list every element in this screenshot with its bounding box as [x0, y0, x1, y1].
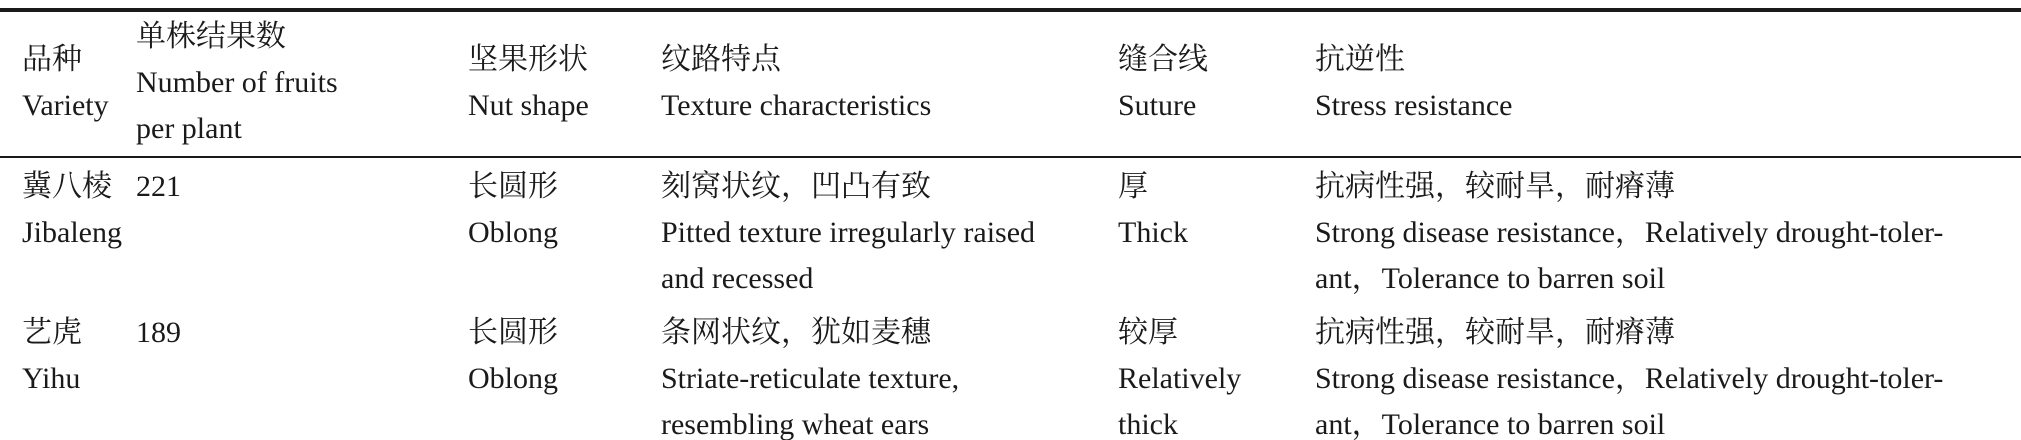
cell-suture: [1118, 157, 1315, 304]
texture-zh: 条网状纹，犹如麦穗: [661, 316, 931, 349]
header-variety-en: Variety: [22, 89, 109, 122]
header-fruits-zh: 单株结果数: [136, 20, 286, 53]
stress-en-line2: ant，Tolerance to barren soil: [1315, 262, 1666, 295]
cell-fruits: [136, 157, 468, 304]
cell-nut-shape: [468, 157, 661, 304]
fruits-value: 221: [136, 170, 181, 203]
header-fruits-en-line2: per plant: [136, 112, 242, 145]
stress-en-line1: Strong disease resistance，Relatively drought-toler-: [1315, 216, 1944, 249]
variety-en: Jibaleng: [22, 216, 122, 249]
header-fruits: [136, 10, 468, 157]
header-texture-en: Texture characteristics: [661, 89, 932, 122]
texture-en-line1: Pitted texture irregularly raised: [661, 216, 1036, 249]
header-suture-zh: 缝合线: [1118, 43, 1208, 76]
header-row: [0, 10, 2021, 157]
header-nut-shape-en: Nut shape: [468, 89, 589, 122]
stress-en-line2: ant，Tolerance to barren soil: [1315, 408, 1666, 440]
texture-en-line1: Striate-reticulate texture,: [661, 362, 960, 395]
variety-zh: 冀八棱: [22, 170, 112, 203]
cell-variety: [0, 304, 136, 440]
cell-texture: [661, 304, 1118, 440]
stress-zh: 抗病性强，较耐旱，耐瘠薄: [1315, 170, 1675, 203]
suture-en-line2: thick: [1118, 408, 1178, 440]
cell-nut-shape: [468, 304, 661, 440]
header-suture-en: Suture: [1118, 89, 1197, 122]
header-nut-shape-zh: 坚果形状: [468, 43, 588, 76]
cell-fruits: [136, 304, 468, 440]
cell-texture: [661, 157, 1118, 304]
table-row-yihu: [0, 304, 2021, 440]
suture-en-line1: Thick: [1118, 216, 1188, 249]
suture-en-line1: Relatively: [1118, 362, 1242, 395]
fruits-value: 189: [136, 316, 181, 349]
cell-stress: [1315, 157, 2021, 304]
cell-stress: [1315, 304, 2021, 440]
header-texture-zh: 纹路特点: [661, 43, 781, 76]
nut-shape-en: Oblong: [468, 362, 558, 395]
nut-shape-en: Oblong: [468, 216, 558, 249]
nut-shape-zh: 长圆形: [468, 170, 558, 203]
texture-zh: 刻窝状纹，凹凸有致: [661, 170, 931, 203]
header-stress-en: Stress resistance: [1315, 89, 1513, 122]
variety-en: Yihu: [22, 362, 81, 395]
suture-zh: 较厚: [1118, 316, 1178, 349]
texture-en-line2: resembling wheat ears: [661, 408, 930, 440]
header-variety-zh: 品种: [22, 43, 82, 76]
cell-variety: [0, 157, 136, 304]
cell-suture: [1118, 304, 1315, 440]
header-stress: [1315, 10, 2021, 157]
nut-shape-zh: 长圆形: [468, 316, 558, 349]
header-texture: [661, 10, 1118, 157]
header-suture: [1118, 10, 1315, 157]
suture-zh: 厚: [1118, 170, 1148, 203]
texture-en-line2: and recessed: [661, 262, 814, 295]
header-fruits-en-line1: Number of fruits: [136, 66, 338, 99]
header-nut-shape: [468, 10, 661, 157]
stress-zh: 抗病性强，较耐旱，耐瘠薄: [1315, 316, 1675, 349]
stress-en-line1: Strong disease resistance，Relatively drought-toler-: [1315, 362, 1944, 395]
table-row-jibaleng: [0, 157, 2021, 304]
variety-comparison-table: [0, 8, 2021, 440]
header-stress-zh: 抗逆性: [1315, 43, 1405, 76]
header-variety: [0, 10, 136, 157]
variety-zh: 艺虎: [22, 316, 82, 349]
